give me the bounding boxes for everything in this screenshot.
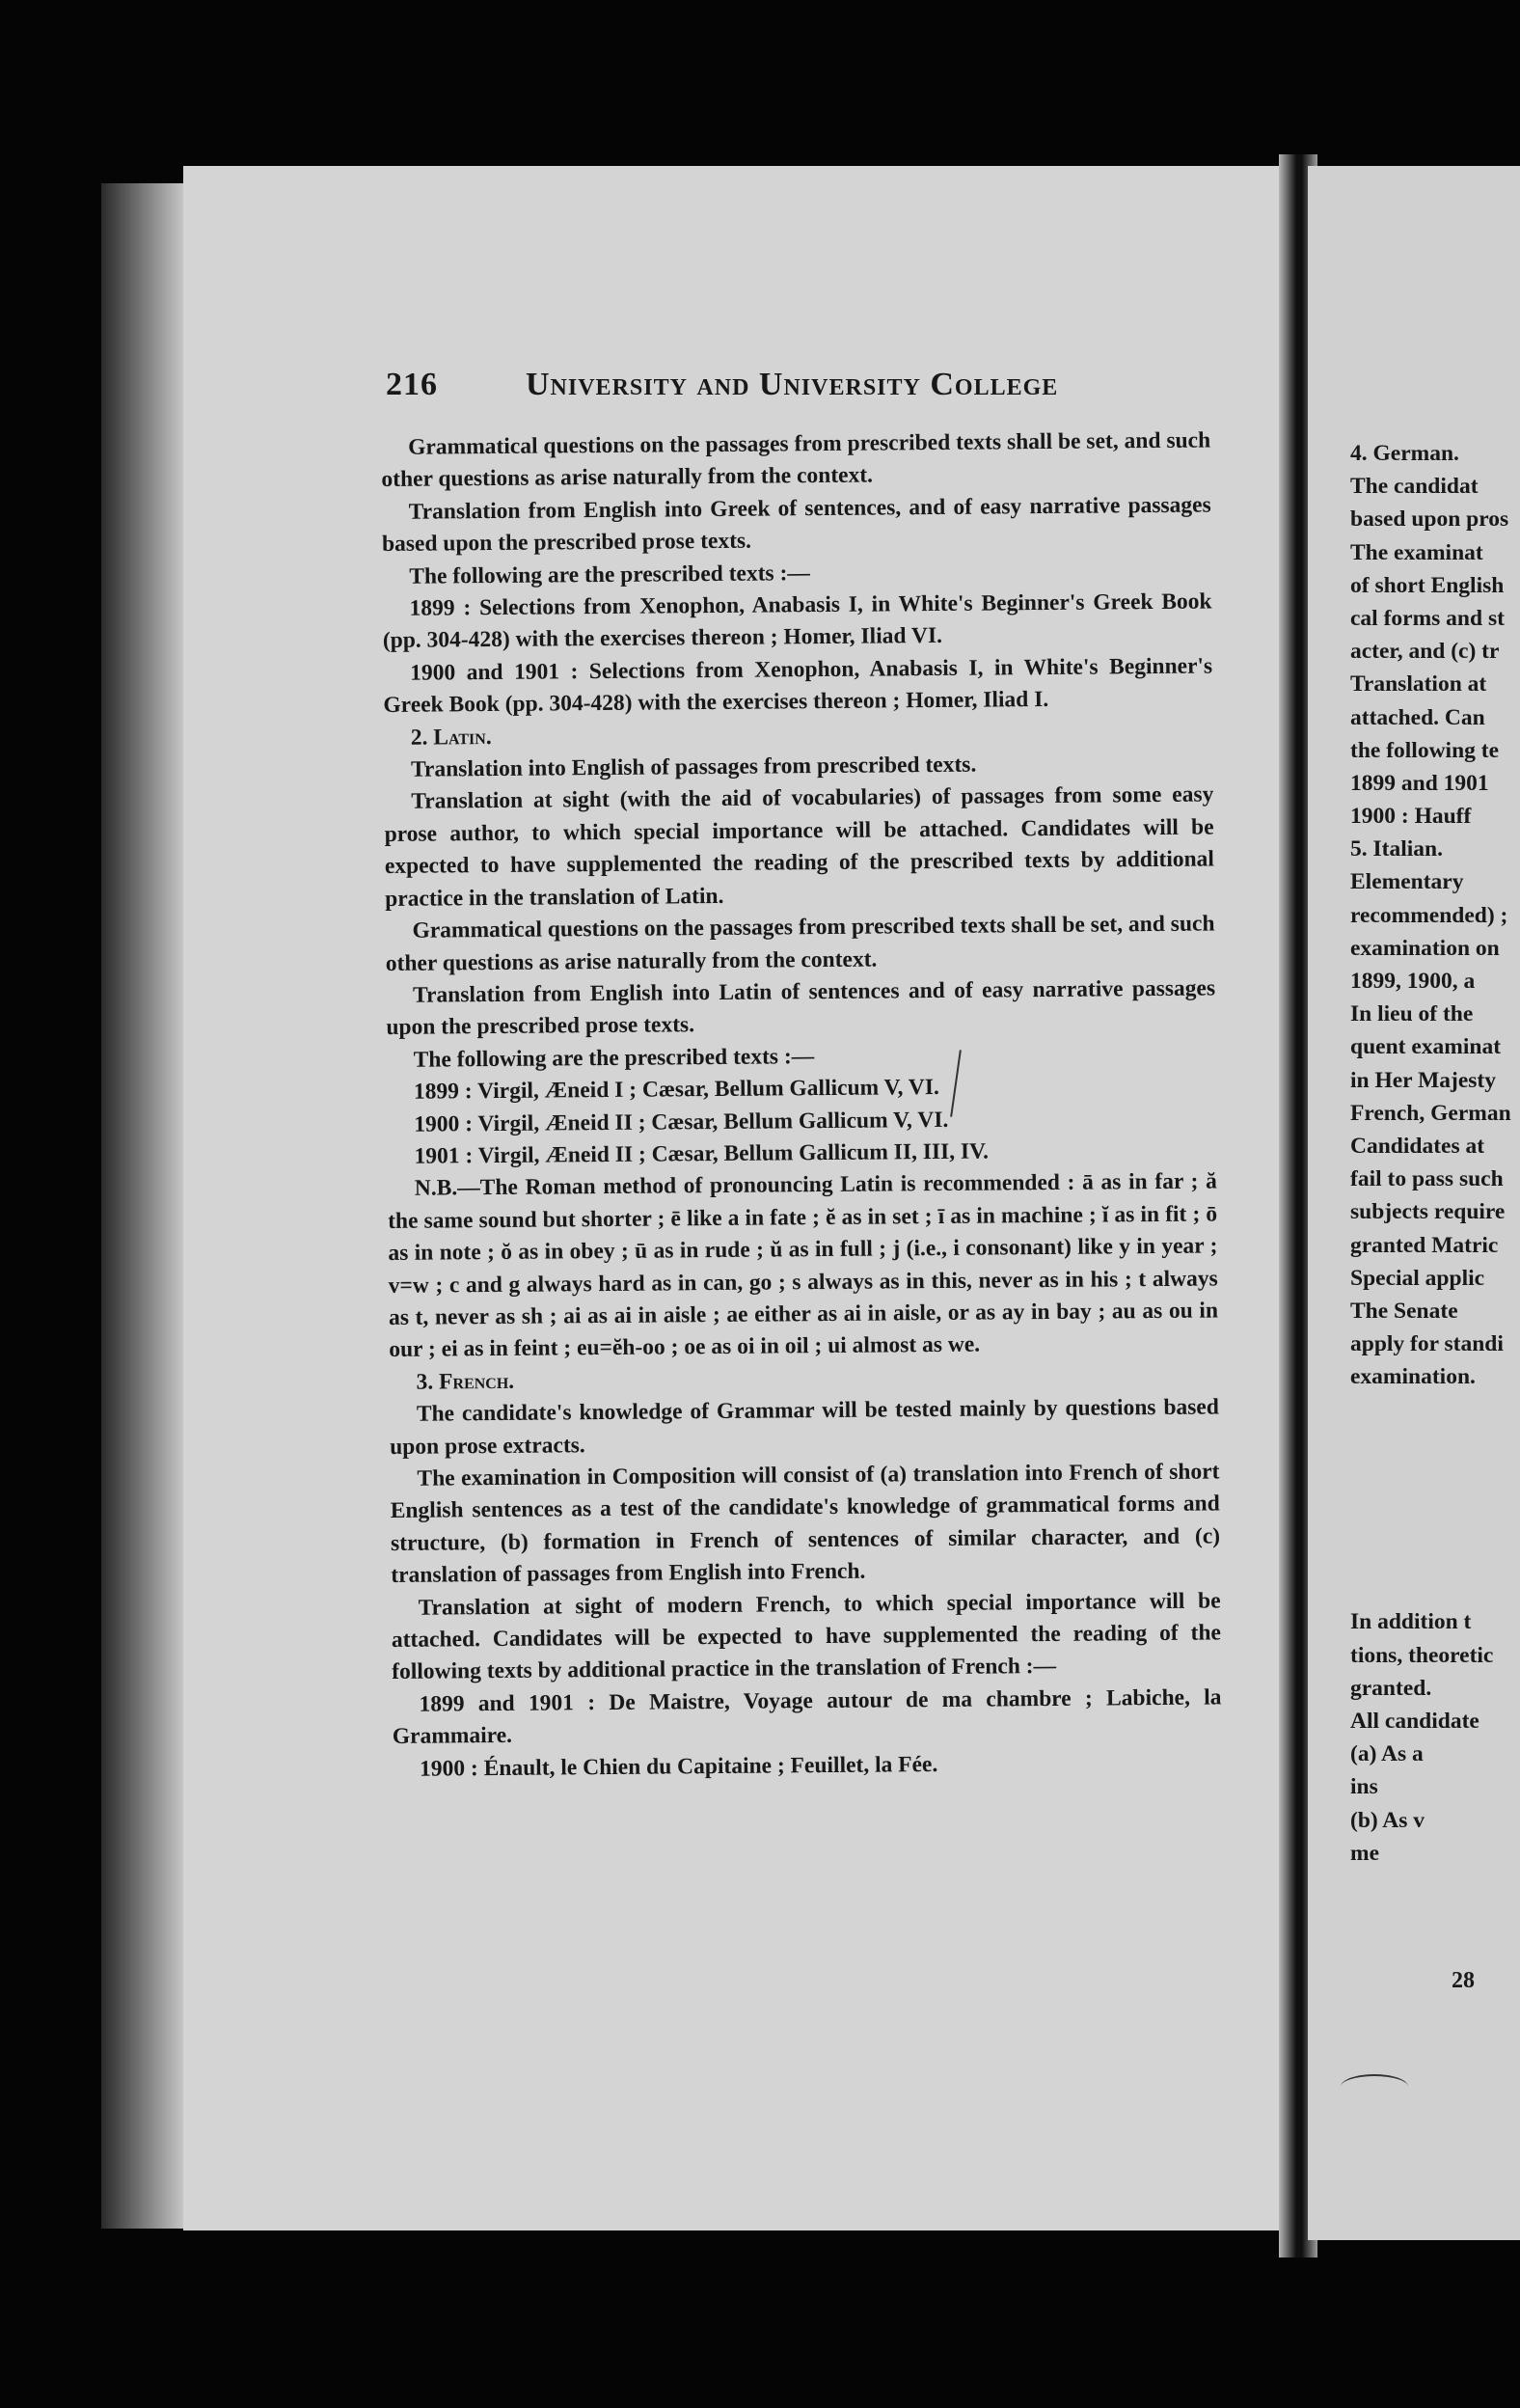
prescribed-text-entry: 1899 : Virgil, Æneid I ; Cæsar, Bellum Gallicum V, VI. [413,1075,939,1105]
right-page-line: (b) As v [1350,1807,1425,1833]
right-page-line: The examinat [1350,539,1483,565]
paragraph: Grammatical questions on the passages from prescribed texts shall be set, and such other questions as arise naturally from the context. [381,427,1211,493]
right-page-line: based upon pros [1350,506,1509,533]
right-page-line: The candidat [1350,474,1479,500]
right-page-line: me [1350,1840,1380,1866]
running-head-title: University and University College [526,367,1059,402]
right-page-line: tions, theoretic [1350,1642,1494,1668]
paragraph: Translation into English of passages from prescribed texts. [410,752,977,782]
right-page-line: acter, and (c) tr [1350,639,1500,665]
right-page-line: 1899 and 1901 [1350,770,1489,796]
right-page-line: 5. Italian. [1350,836,1443,862]
left-page-body [381,424,1222,1786]
paragraph: Translation at sight (with the aid of vocabularies) of passages from some easy prose author, to which special importance will be attached. Candidates will be expected to have supplemented the reading of the prescribed texts by additional practice in the translation of Latin. [384,781,1215,912]
right-page-line: cal forms and st [1350,605,1505,631]
running-header [386,367,1254,424]
right-page-line: 1900 : Hauff [1350,804,1472,830]
paragraph: 1899 and 1901 : De Maistre, Voyage autour de ma chambre ; Labiche, la Grammaire. [392,1684,1222,1750]
right-page-line: ins [1350,1774,1378,1800]
paragraph: N.B.—The Roman method of pronouncing Latin is recommended : ā as in far ; ă the same sound but shorter ; ē like a in fate ; ĕ as in set ; ī as in machine ; ĭ as in fit ; ō as in note ; ŏ as in obey ; ū as in rude ; ŭ as in full ; j (i.e., i consonant) like y in year ; v=w ; c and g always hard as in can, go ; s always as in this, never as in his ; t always as t, never as sh ; ai as ai in aisle ; ae either as ai in aisle, or as ay in bay ; au as ou in our ; ei as in feint ; eu=ĕh-oo ; oe as oi in oil ; ui almost as we. [388,1168,1219,1363]
paragraph: Grammatical questions on the passages from prescribed texts shall be set, and such other questions as arise naturally from the context. [385,911,1215,976]
section-heading: 3. French. [416,1368,515,1395]
right-page-line: 1899, 1900, a [1350,969,1476,994]
right-page-line: 4. German. [1350,441,1459,466]
paragraph: Translation from English into Latin of sentences and of easy narrative passages upon the prescribed prose texts. [386,975,1216,1041]
right-page-line: attached. Can [1350,704,1485,730]
section-heading: 2. Latin. [410,724,492,751]
right-page-line: fail to pass such [1350,1166,1504,1192]
right-page-column [1350,437,1520,1870]
right-page-line: Translation at [1350,671,1487,698]
page-number: 216 [386,367,438,402]
right-page-line: apply for standi [1350,1331,1504,1357]
paragraph: 1900 and 1901 : Selections from Xenophon, Anabasis I, in White's Beginner's Greek Book (pp. 304-428) with the exercises thereon ; Homer, Iliad I. [383,653,1213,719]
right-page-line: granted Matric [1350,1232,1499,1258]
right-page-line: Elementary [1350,869,1464,895]
pencil-mark [1341,2074,1408,2099]
right-page-line: (a) As a [1350,1741,1424,1767]
paragraph: The examination in Composition will consist of (a) translation into French of short English sentences as a test of the candidate's knowledge of grammatical forms and structure, (b) formation in French of sentences of similar character, and (c) translation of passages from English into French. [390,1459,1221,1589]
right-page-line: of short English [1350,572,1505,598]
right-page-line: examination. [1350,1364,1476,1390]
right-page-line: examination on [1350,935,1500,961]
right-page-line: subjects require [1350,1199,1506,1225]
prescribed-text-entry: 1901 : Virgil, Æneid II ; Cæsar, Bellum Gallicum II, III, IV. [414,1138,990,1169]
right-page-line: the following te [1350,737,1500,763]
right-page-line: Candidates at [1350,1133,1485,1159]
right-page-number: 28 [1452,1968,1475,1993]
right-page-line: The Senate [1350,1298,1458,1324]
paragraph: Translation at sight of modern French, to which special importance will be attached. Candidates will be expected to have supplemented the reading of the following texts by additional practice in the translation of French :— [391,1588,1222,1685]
right-page-line: All candidate [1350,1709,1479,1734]
right-page-line: in Her Majesty [1350,1067,1496,1093]
paragraph: The following are the prescribed texts :— [409,560,810,589]
right-page-line: recommended) ; [1350,902,1508,928]
right-page-line: In addition t [1350,1609,1472,1635]
right-page-line: granted. [1350,1675,1432,1701]
paragraph: 1899 : Selections from Xenophon, Anabasis I, in White's Beginner's Greek Book (pp. 304-428) with the exercises thereon ; Homer, Iliad VI. [382,588,1212,654]
paragraph: 1900 : Énault, le Chien du Capitaine ; Feuillet, la Fée. [419,1751,938,1782]
right-page-line: In lieu of the [1350,1001,1474,1027]
paragraph: Translation from English into Greek of sentences, and of easy narrative passages based upon the prescribed prose texts. [381,492,1211,558]
book-spine-edge [101,183,188,2229]
right-page-line: Special applic [1350,1265,1485,1291]
right-page-gap [1350,1393,1520,1605]
prescribed-text-entry: 1900 : Virgil, Æneid II ; Cæsar, Bellum Gallicum V, VI. [414,1107,949,1137]
right-page-line: French, German [1350,1100,1511,1126]
paragraph: The candidate's knowledge of Grammar will be tested mainly by questions based upon prose extracts. [390,1394,1219,1460]
paragraph: The following are the prescribed texts :— [413,1043,815,1073]
right-page-line: quent examinat [1350,1034,1502,1060]
